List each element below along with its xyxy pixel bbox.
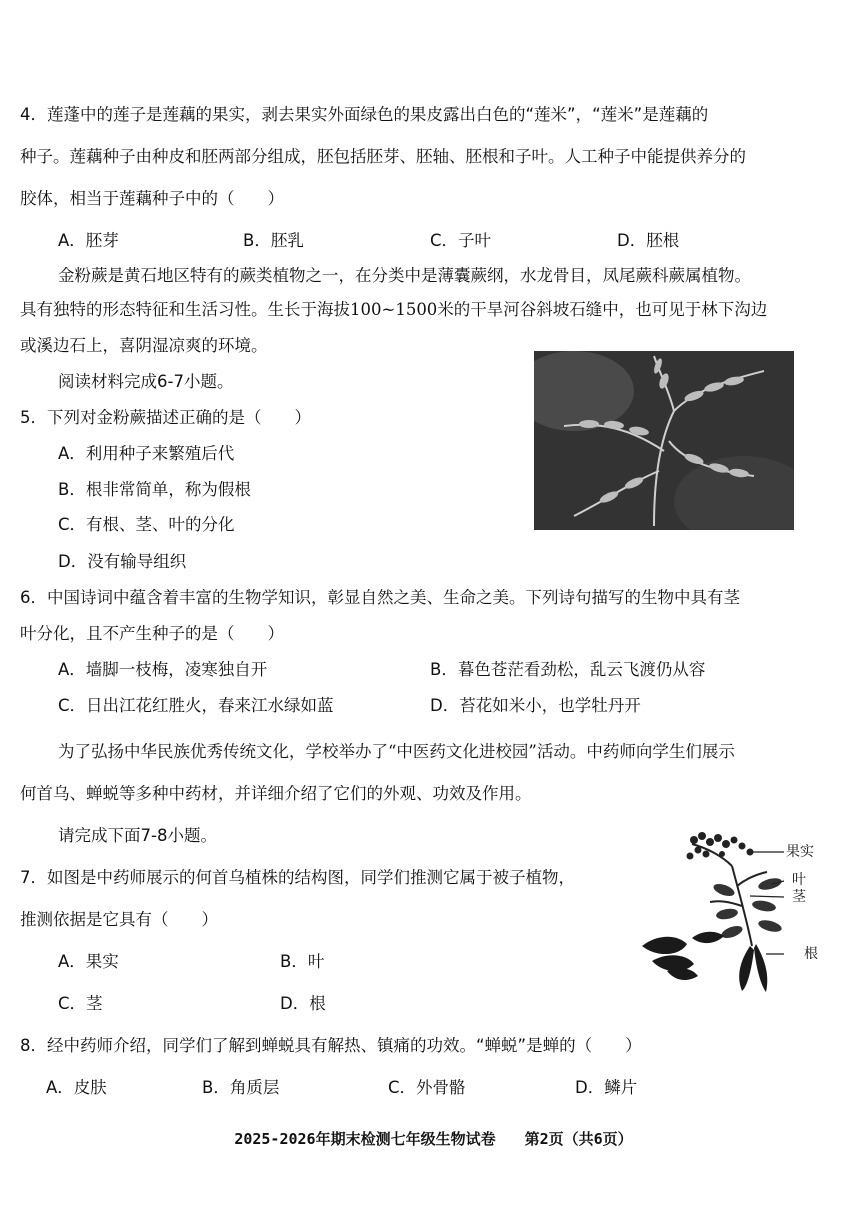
q6-option-a: A．墙脚一枝梅，凌寒独自开 [58, 660, 268, 679]
q6-option-c: C．日出江花红胜火，春来江水绿如蓝 [58, 696, 334, 715]
passage2-instruction: 请完成下面7-8小题。 [58, 826, 217, 845]
passage1-line-3: 或溪边石上，喜阴湿凉爽的环境。 [20, 336, 268, 355]
passage1-line-1: 金粉蕨是黄石地区特有的蕨类植物之一，在分类中是薄囊蕨纲，水龙骨目，凤尾蕨科蕨属植物。 [58, 266, 751, 285]
passage1-instruction: 阅读材料完成6-7小题。 [58, 372, 234, 391]
plant-structure-figure [632, 826, 832, 996]
q7-option-c: C．茎 [58, 994, 103, 1013]
q5-option-b: B．根非常简单，称为假根 [58, 480, 251, 499]
q7-option-d: D．根 [280, 994, 326, 1013]
q4-line-1: 4．莲蓬中的莲子是莲藕的果实，剥去果实外面绿色的果皮露出白色的“莲米”，“莲米”是莲藕的 [20, 105, 709, 124]
q8-option-d: D．鳞片 [575, 1078, 638, 1097]
q4-line-2: 种子。莲藕种子由种皮和胚两部分组成，胚包括胚芽、胚轴、胚根和子叶。人工种子中能提供养分的 [20, 147, 746, 166]
passage1-line-2: 具有独特的形态特征和生活习性。生长于海拔100~1500米的干旱河谷斜坡石缝中，也可见于林下沟边 [20, 300, 768, 319]
q7-line-2: 推测依据是它具有（ ） [20, 910, 218, 929]
q6-option-d: D．苔花如米小，也学牡丹开 [430, 696, 641, 715]
q8-stem: 8．经中药师介绍，同学们了解到蝉蜕具有解热、镇痛的功效。“蝉蜕”是蝉的（ ） [20, 1036, 642, 1055]
q5-option-c: C．有根、茎、叶的分化 [58, 515, 235, 534]
q7-option-a: A．果实 [58, 952, 119, 971]
q8-option-a: A．皮肤 [46, 1078, 107, 1097]
q4-line-3: 胶体，相当于莲藕种子中的（ ） [20, 189, 284, 208]
q6-line-2: 叶分化，且不产生种子的是（ ） [20, 624, 284, 643]
q4-option-c: C．子叶 [430, 231, 492, 250]
page-footer [0, 1128, 867, 1149]
q6-line-1: 6．中国诗词中蕴含着丰富的生物学知识，彰显自然之美、生命之美。下列诗句描写的生物中具有茎 [20, 588, 740, 607]
exam-title: 2025-2026年期末检测七年级生物试卷 [234, 1130, 496, 1148]
figure-label-fruit: 果实 [786, 844, 814, 860]
q5-option-d: D．没有输导组织 [58, 552, 187, 571]
passage2-line-1: 为了弘扬中华民族优秀传统文化，学校举办了“中医药文化进校园”活动。中药师向学生们展示 [58, 742, 735, 761]
passage2-line-2: 何首乌、蝉蜕等多种中药材，并详细介绍了它们的外观、功效及作用。 [20, 784, 532, 803]
q7-line-1: 7．如图是中药师展示的何首乌植株的结构图，同学们推测它属于被子植物， [20, 868, 575, 887]
q6-option-b: B．暮色苍茫看劲松，乱云飞渡仍从容 [430, 660, 706, 679]
page-number: 第2页（共6页） [524, 1130, 633, 1148]
q4-option-d: D．胚根 [617, 231, 680, 250]
figure-label-stem: 茎 [792, 889, 806, 905]
figure-label-leaf: 叶 [792, 872, 806, 888]
q5-stem: 5．下列对金粉蕨描述正确的是（ ） [20, 408, 311, 427]
q7-option-b: B．叶 [280, 952, 325, 971]
q5-option-a: A．利用种子来繁殖后代 [58, 444, 235, 463]
q8-option-c: C．外骨骼 [388, 1078, 466, 1097]
figure-label-root: 根 [804, 946, 818, 962]
q4-option-b: B．胚乳 [243, 231, 304, 250]
fern-photo [534, 351, 794, 530]
q8-option-b: B．角质层 [202, 1078, 280, 1097]
q4-option-a: A．胚芽 [58, 231, 119, 250]
